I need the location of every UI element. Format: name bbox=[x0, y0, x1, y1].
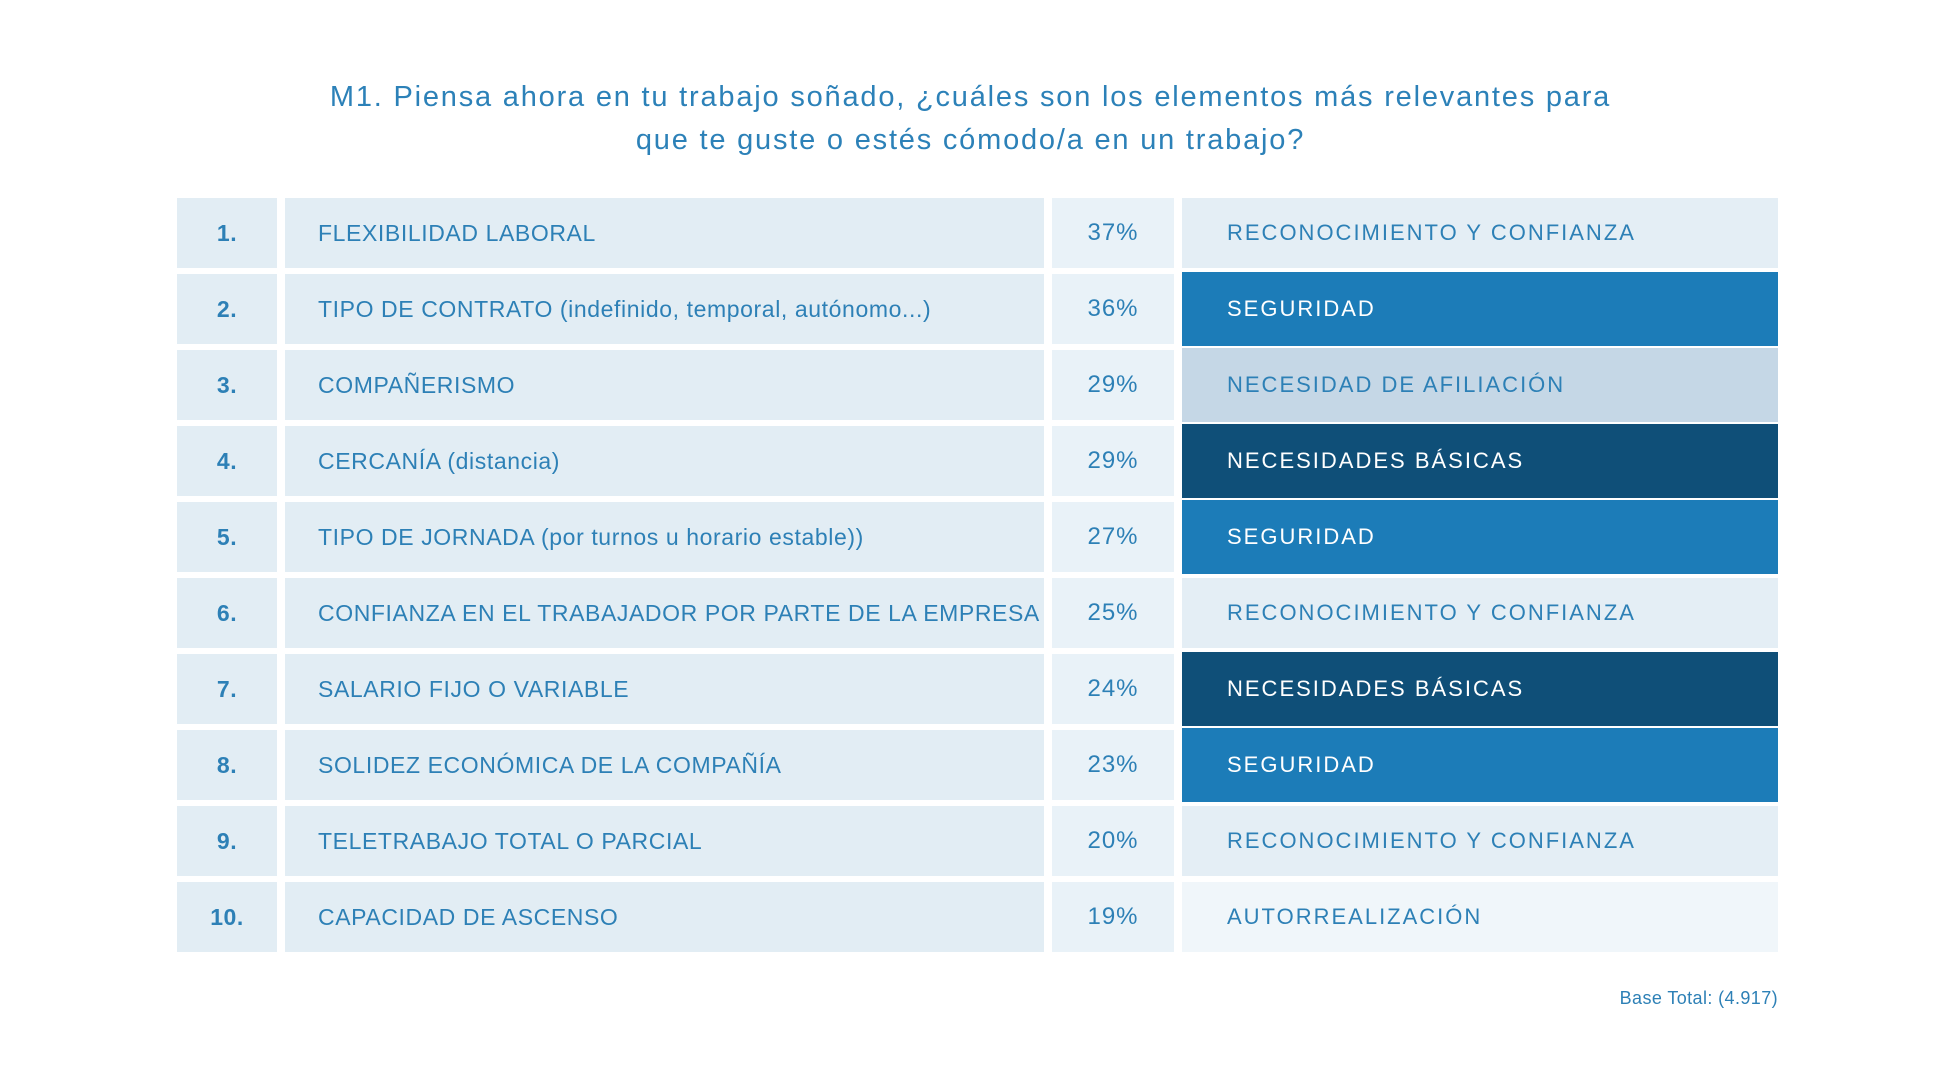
item-cell: TELETRABAJO TOTAL O PARCIAL bbox=[285, 806, 1044, 876]
category-cell: SEGURIDAD bbox=[1182, 500, 1778, 574]
rank-cell: 3. bbox=[177, 350, 277, 420]
percent-cell: 29% bbox=[1052, 350, 1174, 420]
item-cell: CERCANÍA (distancia) bbox=[285, 426, 1044, 496]
rank-cell: 6. bbox=[177, 578, 277, 648]
percent-cell: 23% bbox=[1052, 730, 1174, 800]
rank-cell: 9. bbox=[177, 806, 277, 876]
percent-cell: 25% bbox=[1052, 578, 1174, 648]
percent-cell: 24% bbox=[1052, 654, 1174, 724]
percent-cell: 36% bbox=[1052, 274, 1174, 344]
item-cell: SOLIDEZ ECONÓMICA DE LA COMPAÑÍA bbox=[285, 730, 1044, 800]
page-title-line2: que te guste o estés cómodo/a en un trabajo? bbox=[635, 124, 1306, 156]
table-row bbox=[177, 651, 1778, 727]
base-total-note: Base Total: (4.917) bbox=[1619, 988, 1778, 1008]
table-row bbox=[177, 423, 1778, 499]
category-cell: SEGURIDAD bbox=[1182, 272, 1778, 346]
table-row bbox=[177, 271, 1778, 347]
rank-cell: 10. bbox=[177, 882, 277, 952]
percent-cell: 27% bbox=[1052, 502, 1174, 572]
rank-cell: 5. bbox=[177, 502, 277, 572]
rank-cell: 2. bbox=[177, 274, 277, 344]
item-cell: TIPO DE JORNADA (por turnos u horario estable)) bbox=[285, 502, 1044, 572]
category-cell: NECESIDAD DE AFILIACIÓN bbox=[1182, 348, 1778, 422]
item-cell: TIPO DE CONTRATO (indefinido, temporal, autónomo...) bbox=[285, 274, 1044, 344]
page-title bbox=[170, 76, 1771, 162]
percent-cell: 29% bbox=[1052, 426, 1174, 496]
table-row bbox=[177, 727, 1778, 803]
category-cell: AUTORREALIZACIÓN bbox=[1182, 882, 1778, 952]
category-cell: RECONOCIMIENTO Y CONFIANZA bbox=[1182, 578, 1778, 648]
percent-cell: 20% bbox=[1052, 806, 1174, 876]
category-cell: RECONOCIMIENTO Y CONFIANZA bbox=[1182, 198, 1778, 268]
table-row bbox=[177, 879, 1778, 955]
item-cell: CONFIANZA EN EL TRABAJADOR POR PARTE DE LA EMPRESA bbox=[285, 578, 1044, 648]
ranking-table bbox=[177, 195, 1778, 955]
table-row bbox=[177, 499, 1778, 575]
rank-cell: 4. bbox=[177, 426, 277, 496]
page-title-line1: M1. Piensa ahora en tu trabajo soñado, ¿cuáles son los elementos más relevantes para bbox=[329, 81, 1612, 113]
percent-cell: 37% bbox=[1052, 198, 1174, 268]
category-cell: NECESIDADES BÁSICAS bbox=[1182, 424, 1778, 498]
table-row bbox=[177, 195, 1778, 271]
item-cell: COMPAÑERISMO bbox=[285, 350, 1044, 420]
percent-cell: 19% bbox=[1052, 882, 1174, 952]
table-row bbox=[177, 347, 1778, 423]
table-row bbox=[177, 575, 1778, 651]
item-cell: FLEXIBILIDAD LABORAL bbox=[285, 198, 1044, 268]
category-cell: NECESIDADES BÁSICAS bbox=[1182, 652, 1778, 726]
rank-cell: 1. bbox=[177, 198, 277, 268]
item-cell: CAPACIDAD DE ASCENSO bbox=[285, 882, 1044, 952]
category-cell: RECONOCIMIENTO Y CONFIANZA bbox=[1182, 806, 1778, 876]
rank-cell: 7. bbox=[177, 654, 277, 724]
rank-cell: 8. bbox=[177, 730, 277, 800]
category-cell: SEGURIDAD bbox=[1182, 728, 1778, 802]
item-cell: SALARIO FIJO O VARIABLE bbox=[285, 654, 1044, 724]
table-row bbox=[177, 803, 1778, 879]
